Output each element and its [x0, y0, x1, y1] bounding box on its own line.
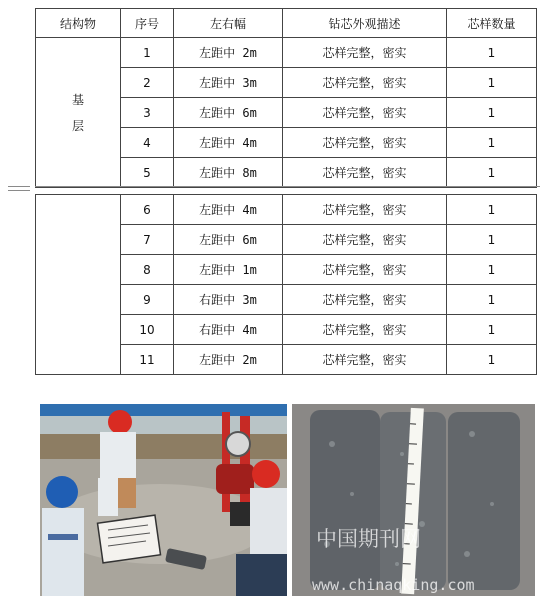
row-description: 芯样完整，密实 [283, 345, 447, 375]
row-description: 芯样完整，密实 [283, 98, 447, 128]
table-header-row [36, 9, 537, 38]
row-number: 11 [121, 345, 174, 375]
row-number: 2 [121, 68, 174, 98]
row-position: 左距中 6m [174, 225, 283, 255]
row-number: 5 [121, 158, 174, 188]
row-number: 1 [121, 38, 174, 68]
row-position: 左距中 6m [174, 98, 283, 128]
row-description: 芯样完整，密实 [283, 68, 447, 98]
structure-label-line2: 层 [71, 118, 84, 133]
row-quantity: 1 [447, 195, 537, 225]
row-quantity: 1 [447, 285, 537, 315]
table-row [36, 195, 537, 225]
row-description: 芯样完整，密实 [283, 285, 447, 315]
row-number: 8 [121, 255, 174, 285]
row-number: 10 [121, 315, 174, 345]
row-quantity: 1 [447, 98, 537, 128]
row-description: 芯样完整，密实 [283, 225, 447, 255]
row-quantity: 1 [447, 315, 537, 345]
watermark-url: www.chinaqking.com [312, 576, 475, 594]
structure-cell [36, 38, 121, 188]
row-description: 芯样完整，密实 [283, 128, 447, 158]
row-description: 芯样完整，密实 [283, 38, 447, 68]
row-position: 右距中 3m [174, 285, 283, 315]
core-samples-photo [292, 404, 535, 596]
row-position: 左距中 4m [174, 128, 283, 158]
row-quantity: 1 [447, 38, 537, 68]
row-position: 左距中 8m [174, 158, 283, 188]
row-position: 左距中 2m [174, 38, 283, 68]
row-quantity: 1 [447, 158, 537, 188]
row-description: 芯样完整，密实 [283, 255, 447, 285]
header-number: 序号 [121, 9, 174, 38]
row-position: 左距中 1m [174, 255, 283, 285]
row-number: 9 [121, 285, 174, 315]
header-quantity: 芯样数量 [447, 9, 537, 38]
row-position: 右距中 4m [174, 315, 283, 345]
row-quantity: 1 [447, 128, 537, 158]
row-description: 芯样完整，密实 [283, 315, 447, 345]
header-side: 左右幅 [174, 9, 283, 38]
row-description: 芯样完整，密实 [283, 195, 447, 225]
row-position: 左距中 4m [174, 195, 283, 225]
header-description: 钻芯外观描述 [283, 9, 447, 38]
structure-label-line1: 基 [71, 92, 84, 107]
row-number: 4 [121, 128, 174, 158]
core-sample-table-upper [35, 8, 537, 188]
table-row [36, 38, 537, 68]
row-quantity: 1 [447, 68, 537, 98]
core-sample-table-lower [35, 194, 537, 375]
row-number: 7 [121, 225, 174, 255]
structure-cell-empty [36, 195, 121, 375]
site-coring-photo [40, 404, 287, 596]
row-position: 左距中 2m [174, 345, 283, 375]
page-break-rule [35, 186, 540, 187]
row-number: 6 [121, 195, 174, 225]
row-position: 左距中 3m [174, 68, 283, 98]
watermark-chinese: 中国期刊网 [316, 527, 421, 551]
row-quantity: 1 [447, 255, 537, 285]
row-number: 3 [121, 98, 174, 128]
header-structure: 结构物 [36, 9, 121, 38]
row-quantity: 1 [447, 345, 537, 375]
page-break-marker-left [8, 190, 30, 191]
row-description: 芯样完整，密实 [283, 158, 447, 188]
row-quantity: 1 [447, 225, 537, 255]
page-break-marker-left [8, 186, 30, 187]
